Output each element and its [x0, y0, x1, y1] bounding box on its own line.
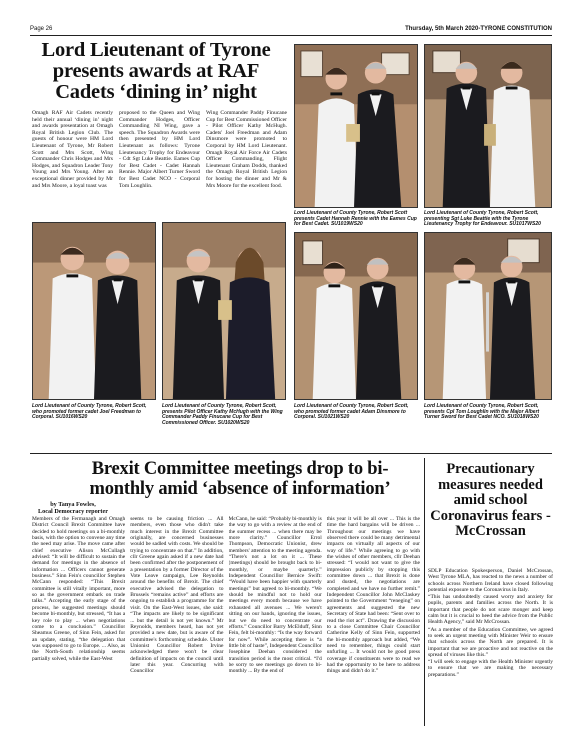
photo-1 — [294, 44, 418, 208]
sidebar-headline: Precautionary measures needed amid school Coronavirus fears - McCrossan — [430, 461, 551, 540]
brexit-body — [32, 516, 420, 724]
page-number: Page 26 — [30, 26, 53, 32]
photo-5 — [294, 232, 418, 400]
photo-2 — [424, 44, 552, 208]
sidebar-para-2: “This has undoubtedly caused worry and anxiety for pupils, parents and families across the North. It is important that people do not scare monger and keep calm but it is crucial to heed the advice from the Public Health Agency,” said Mr McCrossan. — [428, 594, 553, 626]
photo-6 — [424, 232, 552, 400]
brexit-headline: Brexit Committee meetings drop to bi-monthly amid ‘absence of information’ — [89, 459, 391, 499]
photo-3 — [32, 222, 156, 400]
sidebar-para-3: “As a member of the Education Committee, we agreed to seek an urgent meeting with Minister Weir to ensure that schools across the North are prepared. It is important that we are proactive and not reactive on the spread of viruses like this.” — [428, 626, 553, 658]
sidebar-body — [428, 568, 553, 679]
byline-author: by Tanya Fowles, — [50, 501, 96, 508]
sidebar-para-1: SDLP Education Spokesperson, Daniel McCrossan, West Tyrone MLA, has reacted to the news a number of schools across Northern Ireland have closed following potential exposure to the Coronavirus in Italy. — [428, 568, 553, 593]
caption-2: Lord Lieutenant of County Tyrone, Robert Scott, presenting Sgt Luke Beattie with the Tyrone Lieutenancy Trophy for Endeavour. SU1017WS20 — [424, 210, 541, 228]
photo-4 — [162, 222, 286, 400]
byline — [32, 501, 114, 515]
caption-6: Lord Lieutenant of County Tyrone, Robert Scott, presents Cpl Tom Loughlin with the Major Albert Turner Sword for Best Cadet NCO. SU1018WS20 — [424, 403, 540, 421]
column-rule — [424, 458, 425, 726]
caption-1: Lord Lieutenant of County Tyrone, Robert Scott presents Cadet Hannah Rennie with the Eames Cup for Best Cadet. SU1019WS20 — [294, 210, 417, 228]
brexit-col-4: this year it will be all over ... This is the time the hard bargains will be driven ... Throughout our meetings we have observed there could be many detrimental impacts on virtually all aspects of our way of life.” While agreeing to go with the wishes of other members, cllr Deehan stressed: “I would not want to give the impression publicly by stopping this committee down ... that Brexit is done and dusted, the negotiations are completed and we have no further remit.” Independent Councillor John McClaskey pointed to the Government “reneging” on agreements and suggested the new Secretary of State had been: “Sent over to read the riot act”. Drawing the discussion to a close Committee Chair Councillor Catherine Kelly of Sinn Fein, supported the bi-monthly approach but added, “We need to remember, things could start unfurling ... It would not be good press coverage if constituents were to read we had the opportunity to be here to address things and didn't do it.” — [326, 516, 420, 675]
section-rule — [30, 453, 552, 454]
brexit-col-1: Members of the Fermanagh and Omagh District Council Brexit Committee have decided to hold meetings on a bi-monthly basis, with the option to convene any time the need may arise. The move came after chief executive Alison McCullagh advised: “It will be difficult to sustain the demand for meetings in the absence of information ... Officers cannot generate business.” Sinn Fein's councillor Stephen McCann responded: “This Brexit committee is still vitally important, more so as the government embark on trade talks.” Accepting the early stage of the process, he suggested meetings should become bi-monthly, but stressed, “It has a key role to play ... when negotiations come to a conclusion.” Councillor Sheamus Greene, of Sinn Fein, asked for an update, stating, “the delegation that was supposed to go to Europe. ... Also, as the North-South relationship seems partially solved, while the East-West — [32, 516, 126, 662]
caption-3: Lord Lieutenant of County Tyrone, Robert Scott, who promoted former cadet Joel Freedman to Corporal. SU1016WS20 — [32, 403, 147, 421]
sidebar-para-4: “I will seek to engage with the Health Minister urgently to ensure that we are making the necessary preparations.” — [428, 659, 553, 678]
raf-col-2: proposed to the Queen and Wing Commander Hodges, Officer Commanding NI Wing, gave a speech. The Squadron Awards were then presented by HM Lord Lieutenant as follows: Tyrone Lieutenancy Trophy for Endeavour - Cdt Sgt Luke Beattie. Eames Cup for Best Cadet - Cadet Hannah Rennie. Major Albert Turner Sword for Best Cadet NCO - Corporal Tom Loughlin. — [119, 110, 200, 189]
raf-headline: Lord Lieutenant of Tyrone presents awards at RAF Cadets ‘dining in’ night — [41, 39, 271, 103]
byline-role: Local Democracy reporter — [38, 508, 108, 515]
brexit-col-2: seems to be causing friction ... All members, even those who didn't take much interest in the Brexit Committee originally, are concerned businesses would be sadled with costs. We should be trying to concentrate on that.” In addition, cllr Greene again asked if a new date had been confirmed after the postponement of a presentation by a former Director of the Vote Leave campaign, Lee Reynolds around the benefits of Brexit. The chief executive advised the delegation to Brussels “remains active” and efforts are ongoing to establish a programme for the visit. On the East-West issues, she said: “The impacts are likely to be significant ... but the detail is not yet known.” Mr Reynolds, members heard, has not yet provided a new date, but is aware of the committee's forthcoming schedule. Ulster Unionist Councillor Robert Irvine acknowledged there won't be clear definition of impacts on the council until later this year. Concurring with Councillor — [130, 516, 224, 675]
caption-4: Lord Lieutenant of County Tyrone, Robert Scott, presents Pilot Officer Kathy McHugh with the Wing Commander Paddy Finucane Cup for Best Commissioned Officer. SU1020WS20 — [162, 403, 283, 426]
raf-col-1: Omagh RAF Air Cadets recently held their annual ‘dining in’ night and awards presentation at Omagh Royal British Legion Club. The guests of honour were HM Lord Lieutenant of Tyrone, Mr Robert Scott and Mrs Scott, Wing Commander Chris Hodges and Mrs Hodges, and Squadron Leader Tony Young and Mrs Young. After an exceptional dinner provided by Mr and Mrs Moore, a loyal toast was — [32, 110, 113, 189]
page-header — [30, 26, 552, 36]
dateline: Thursday, 5th March 2020-TYRONE CONSTITUTION — [405, 26, 552, 32]
brexit-col-3: McCann, he said: “Probably bi-monthly is the way to go with a review at the end of the summer recess ... when there may be more clarity.” Councillor Errol Thompson, Democratic Unionist, drew members' attention to the meeting agenda. “There's not a lot on it ... These (meetings) should be brought back to bi-monthly, or maybe quarterly.” Independent Councillor Bernice Swift: “Would have been happier with quarterly meetings” but agreed to bi-monthly. “We should be mindful not to hold our meetings every month because we have exhausted all avenues ... We weren't sitting on our hands, ignoring the issues, but we do need to concentrate our efforts.” Councillor Barry McElduff, Sinn Fein, felt bi-monthly: “Is the way forward for now”. While accepting there is “a little bit of haste”, Independent Councillor Josephine Deehan considered the transition period is the most critical. “I'd be sorry to see meetings go down to bi-monthly ... By the end of — [228, 516, 322, 675]
caption-5: Lord Lieutenant of County Tyrone, Robert Scott, who promoted former cadet Adam Dinsmore to Corporal. SU1021WS20 — [294, 403, 409, 421]
raf-col-3: Wing Commander Paddy Finucane Cup for Best Commissioned Officer - Pilot Officer Kathy McHugh. Cadets' Joel Freedman and Adam Dinsmore were promoted to Corporal by HM Lord Lieutenant. Omagh Royal Air Force Air Cadets Officer Commanding, Flight Lieutenant Graham Dodds, thanked the Omagh Royal British Legion for hosting the dinner and Mr & Mrs Moore for the excellent food. — [206, 110, 287, 189]
